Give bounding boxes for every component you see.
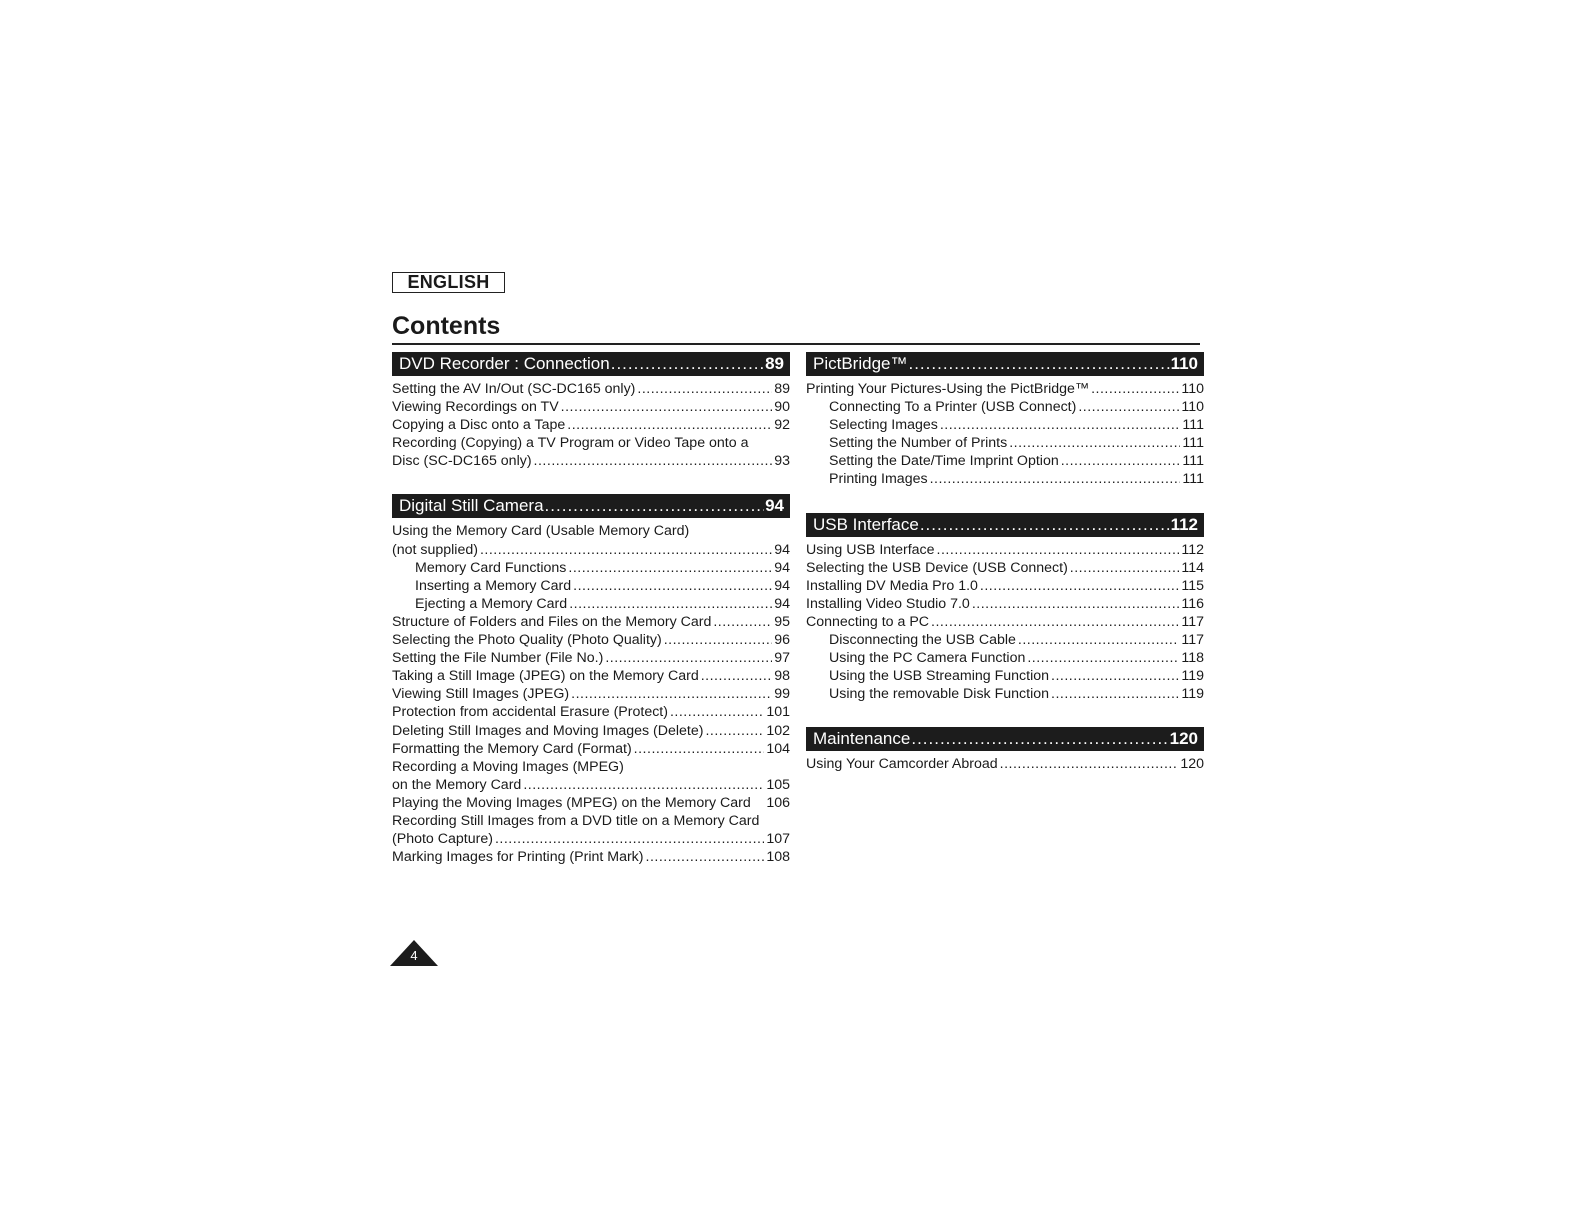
- entry-page: 97: [774, 650, 790, 667]
- dot-leader: [1070, 559, 1180, 577]
- entry-page: 111: [1182, 453, 1204, 470]
- toc-section: [806, 352, 1204, 489]
- entry-title: Using the PC Camera Function: [829, 650, 1026, 667]
- entry-title: Inserting a Memory Card: [415, 577, 572, 594]
- entry-title: Structure of Folders and Files on the Memory Card: [392, 613, 712, 630]
- dot-leader: [937, 541, 1180, 559]
- section-header[interactable]: [806, 727, 1204, 751]
- language-label: ENGLISH: [392, 272, 505, 293]
- dot-leader: [1009, 434, 1180, 452]
- dot-leader: [670, 703, 764, 721]
- entry-page: 94: [774, 559, 790, 576]
- section-page: 89: [765, 354, 784, 373]
- toc-entry[interactable]: [392, 398, 790, 416]
- dot-leader: [571, 685, 772, 703]
- toc-entry[interactable]: [392, 434, 790, 452]
- entry-page: 110: [1181, 381, 1204, 397]
- entry-page: 105: [766, 776, 790, 793]
- entry-page: 111: [1182, 471, 1204, 488]
- toc-entry[interactable]: [392, 794, 790, 812]
- toc-entry[interactable]: [392, 667, 790, 685]
- entry-title: Protection from accidental Erasure (Protect): [392, 704, 668, 721]
- toc-entry[interactable]: [392, 631, 790, 649]
- entry-page: 107: [766, 831, 790, 848]
- entry-page: 102: [766, 722, 790, 739]
- dot-leader: [1091, 380, 1179, 398]
- toc-entry[interactable]: [806, 649, 1204, 667]
- toc-entry[interactable]: [392, 559, 790, 577]
- dot-leader: [931, 613, 1179, 631]
- entry-page: 92: [774, 417, 790, 434]
- entry-page: 117: [1181, 613, 1204, 630]
- toc-entry[interactable]: [806, 541, 1204, 559]
- entry-page: 119: [1181, 686, 1204, 703]
- toc-entry[interactable]: [806, 470, 1204, 488]
- entry-page: 120: [1180, 756, 1204, 773]
- entry-page: 93: [774, 453, 790, 470]
- entry-page: 106: [766, 794, 790, 811]
- section-title: USB Interface: [813, 514, 919, 534]
- entry-title: Memory Card Functions: [415, 559, 567, 576]
- dot-leader: [980, 577, 1179, 595]
- dot-leader: [611, 354, 764, 374]
- entry-title: Marking Images for Printing (Print Mark): [392, 849, 644, 866]
- toc-entry[interactable]: [392, 416, 790, 434]
- section-page: 120: [1169, 729, 1198, 749]
- dot-leader: [646, 848, 765, 866]
- dot-leader: [1000, 755, 1179, 773]
- entry-page: 94: [774, 541, 790, 558]
- toc-entry[interactable]: [806, 667, 1204, 685]
- entry-title: Printing Your Pictures-Using the PictBridge™: [806, 381, 1090, 397]
- toc-entry[interactable]: [806, 416, 1204, 434]
- toc-entry[interactable]: [392, 812, 790, 830]
- entry-title: Deleting Still Images and Moving Images (Delete): [392, 722, 704, 739]
- entry-page: 96: [774, 632, 790, 649]
- entry-title: Using USB Interface: [806, 541, 935, 558]
- entry-page: 114: [1181, 559, 1204, 576]
- toc-entry[interactable]: [392, 758, 790, 776]
- toc-entry[interactable]: [392, 722, 790, 740]
- toc-entry[interactable]: [392, 522, 790, 540]
- toc-entry[interactable]: [392, 685, 790, 703]
- entry-page: 111: [1182, 435, 1204, 452]
- dot-leader: [940, 416, 1181, 434]
- toc-entry[interactable]: [392, 776, 790, 794]
- entry-title: Printing Images: [829, 471, 928, 488]
- page-number: 4: [410, 948, 418, 963]
- toc-entry[interactable]: [806, 631, 1204, 649]
- toc-entry[interactable]: [392, 380, 790, 398]
- entry-page: 89: [774, 381, 790, 397]
- toc-entry[interactable]: [806, 755, 1204, 773]
- section-title: Digital Still Camera: [399, 496, 544, 516]
- entry-list: [806, 380, 1204, 489]
- entry-page: 108: [766, 849, 790, 866]
- left-column: [392, 352, 790, 866]
- toc-entry[interactable]: [806, 613, 1204, 631]
- entry-title: Setting the File Number (File No.): [392, 650, 604, 667]
- entry-list: [806, 755, 1204, 773]
- entry-page: 117: [1181, 632, 1204, 649]
- dot-leader: [637, 380, 772, 398]
- toc-entry[interactable]: [806, 434, 1204, 452]
- toc-entry[interactable]: [392, 613, 790, 631]
- dot-leader: [972, 595, 1180, 613]
- toc-section: [806, 513, 1204, 704]
- entry-list: [806, 541, 1204, 704]
- entry-title: on the Memory Card: [392, 776, 522, 793]
- dot-leader: [930, 470, 1181, 488]
- entry-title: Using Your Camcorder Abroad: [806, 756, 998, 773]
- entry-page: 111: [1182, 417, 1204, 434]
- toc-entry[interactable]: [392, 848, 790, 866]
- entry-title: Using the USB Streaming Function: [829, 668, 1050, 685]
- dot-leader: [634, 740, 765, 758]
- toc-section: [392, 352, 790, 470]
- entry-title: Selecting Images: [829, 417, 938, 434]
- toc-entry[interactable]: [392, 595, 790, 613]
- entry-title: Recording Still Images from a DVD title on a Memory Card: [392, 812, 760, 829]
- entry-page: 99: [774, 686, 790, 703]
- section-header[interactable]: [392, 494, 790, 518]
- dot-leader: [705, 722, 764, 740]
- toc-entry[interactable]: [806, 559, 1204, 577]
- entry-title: Formatting the Memory Card (Format): [392, 740, 632, 757]
- dot-leader: [523, 776, 764, 794]
- entry-page: 94: [774, 577, 790, 594]
- dot-leader: [1051, 685, 1179, 703]
- section-title: DVD Recorder : Connection: [399, 354, 610, 373]
- dot-leader: [534, 452, 773, 470]
- toc-entry[interactable]: [392, 577, 790, 595]
- title-rule: [392, 343, 1200, 345]
- dot-leader: [1018, 631, 1179, 649]
- dot-leader: [1027, 649, 1179, 667]
- entry-title: Taking a Still Image (JPEG) on the Memory Card: [392, 668, 699, 685]
- entry-title: Playing the Moving Images (MPEG) on the Memory Card: [392, 794, 751, 811]
- section-gap: [806, 703, 1204, 727]
- entry-title: (Photo Capture): [392, 831, 493, 848]
- dot-leader: [701, 667, 772, 685]
- toc-entry[interactable]: [806, 577, 1204, 595]
- dot-leader: [1061, 452, 1181, 470]
- entry-page: 112: [1181, 541, 1204, 558]
- entry-title: Using the removable Disk Function: [829, 686, 1050, 703]
- toc-entry[interactable]: [806, 380, 1204, 398]
- entry-page: 116: [1181, 595, 1204, 612]
- entry-page: 98: [774, 668, 790, 685]
- entry-title: Selecting the USB Device (USB Connect): [806, 559, 1068, 576]
- dot-leader: [569, 595, 772, 613]
- section-page: 110: [1170, 354, 1198, 373]
- dot-leader: [713, 613, 772, 631]
- section-header[interactable]: [806, 352, 1204, 376]
- entry-title: Copying a Disc onto a Tape: [392, 417, 566, 434]
- dot-leader: [1078, 398, 1179, 416]
- toc-entry[interactable]: [806, 685, 1204, 703]
- entry-title: Setting the AV In/Out (SC-DC165 only): [392, 381, 636, 397]
- entry-page: 115: [1181, 577, 1204, 594]
- section-page: 112: [1170, 514, 1198, 534]
- entry-page: 104: [766, 740, 790, 757]
- section-gap: [806, 489, 1204, 513]
- section-gap: [392, 470, 790, 494]
- entry-title: (not supplied): [392, 541, 478, 558]
- entry-page: 119: [1181, 668, 1204, 685]
- dot-leader: [911, 729, 1168, 749]
- dot-leader: [664, 631, 773, 649]
- section-header[interactable]: [806, 513, 1204, 537]
- section-title: PictBridge™: [813, 354, 908, 373]
- entry-title: Setting the Number of Prints: [829, 435, 1008, 452]
- toc-entry[interactable]: [806, 595, 1204, 613]
- toc-entry[interactable]: [392, 740, 790, 758]
- right-column: [806, 352, 1204, 774]
- entry-title: Setting the Date/Time Imprint Option: [829, 453, 1059, 470]
- dot-leader: [568, 559, 772, 577]
- entry-title: Using the Memory Card (Usable Memory Card): [392, 523, 690, 540]
- entry-page: 90: [774, 399, 790, 416]
- toc-entry[interactable]: [392, 703, 790, 721]
- entry-title: Connecting to a PC: [806, 613, 930, 630]
- dot-leader: [567, 416, 772, 434]
- toc-section: [392, 494, 790, 866]
- entry-title: Connecting To a Printer (USB Connect): [829, 399, 1077, 416]
- section-header[interactable]: [392, 352, 790, 376]
- entry-title: Disc (SC-DC165 only): [392, 453, 532, 470]
- entry-title: Viewing Recordings on TV: [392, 399, 559, 416]
- entry-title: Selecting the Photo Quality (Photo Quality): [392, 632, 662, 649]
- entry-title: Disconnecting the USB Cable: [829, 632, 1016, 649]
- toc-section: [806, 727, 1204, 773]
- toc-entry[interactable]: [806, 452, 1204, 470]
- page-title: Contents: [392, 312, 501, 340]
- entry-list: [392, 380, 790, 470]
- dot-leader: [561, 398, 773, 416]
- entry-page: 95: [774, 613, 790, 630]
- entry-title: Installing Video Studio 7.0: [806, 595, 970, 612]
- toc-entry[interactable]: [392, 830, 790, 848]
- toc-entry[interactable]: [392, 541, 790, 559]
- toc-entry[interactable]: [392, 649, 790, 667]
- dot-leader: [920, 515, 1170, 535]
- entry-title: Viewing Still Images (JPEG): [392, 686, 570, 703]
- dot-leader: [605, 649, 772, 667]
- dot-leader: [908, 354, 1169, 374]
- entry-title: Recording a Moving Images (MPEG): [392, 758, 624, 775]
- entry-list: [392, 522, 790, 866]
- dot-leader: [545, 496, 765, 516]
- entry-title: Recording (Copying) a TV Program or Video Tape onto a: [392, 435, 749, 452]
- page-number-badge: [390, 940, 438, 966]
- entry-page: 110: [1181, 399, 1204, 416]
- entry-page: 118: [1181, 650, 1204, 667]
- dot-leader: [573, 577, 772, 595]
- dot-leader: [1051, 667, 1179, 685]
- entry-page: 94: [774, 595, 790, 612]
- toc-entry[interactable]: [392, 452, 790, 470]
- entry-title: Ejecting a Memory Card: [415, 595, 568, 612]
- entry-title: Installing DV Media Pro 1.0: [806, 577, 978, 594]
- dot-leader: [495, 830, 764, 848]
- toc-entry[interactable]: [806, 398, 1204, 416]
- dot-leader: [480, 541, 772, 559]
- section-page: 94: [765, 496, 784, 516]
- entry-page: 101: [766, 704, 790, 721]
- section-title: Maintenance: [813, 729, 911, 749]
